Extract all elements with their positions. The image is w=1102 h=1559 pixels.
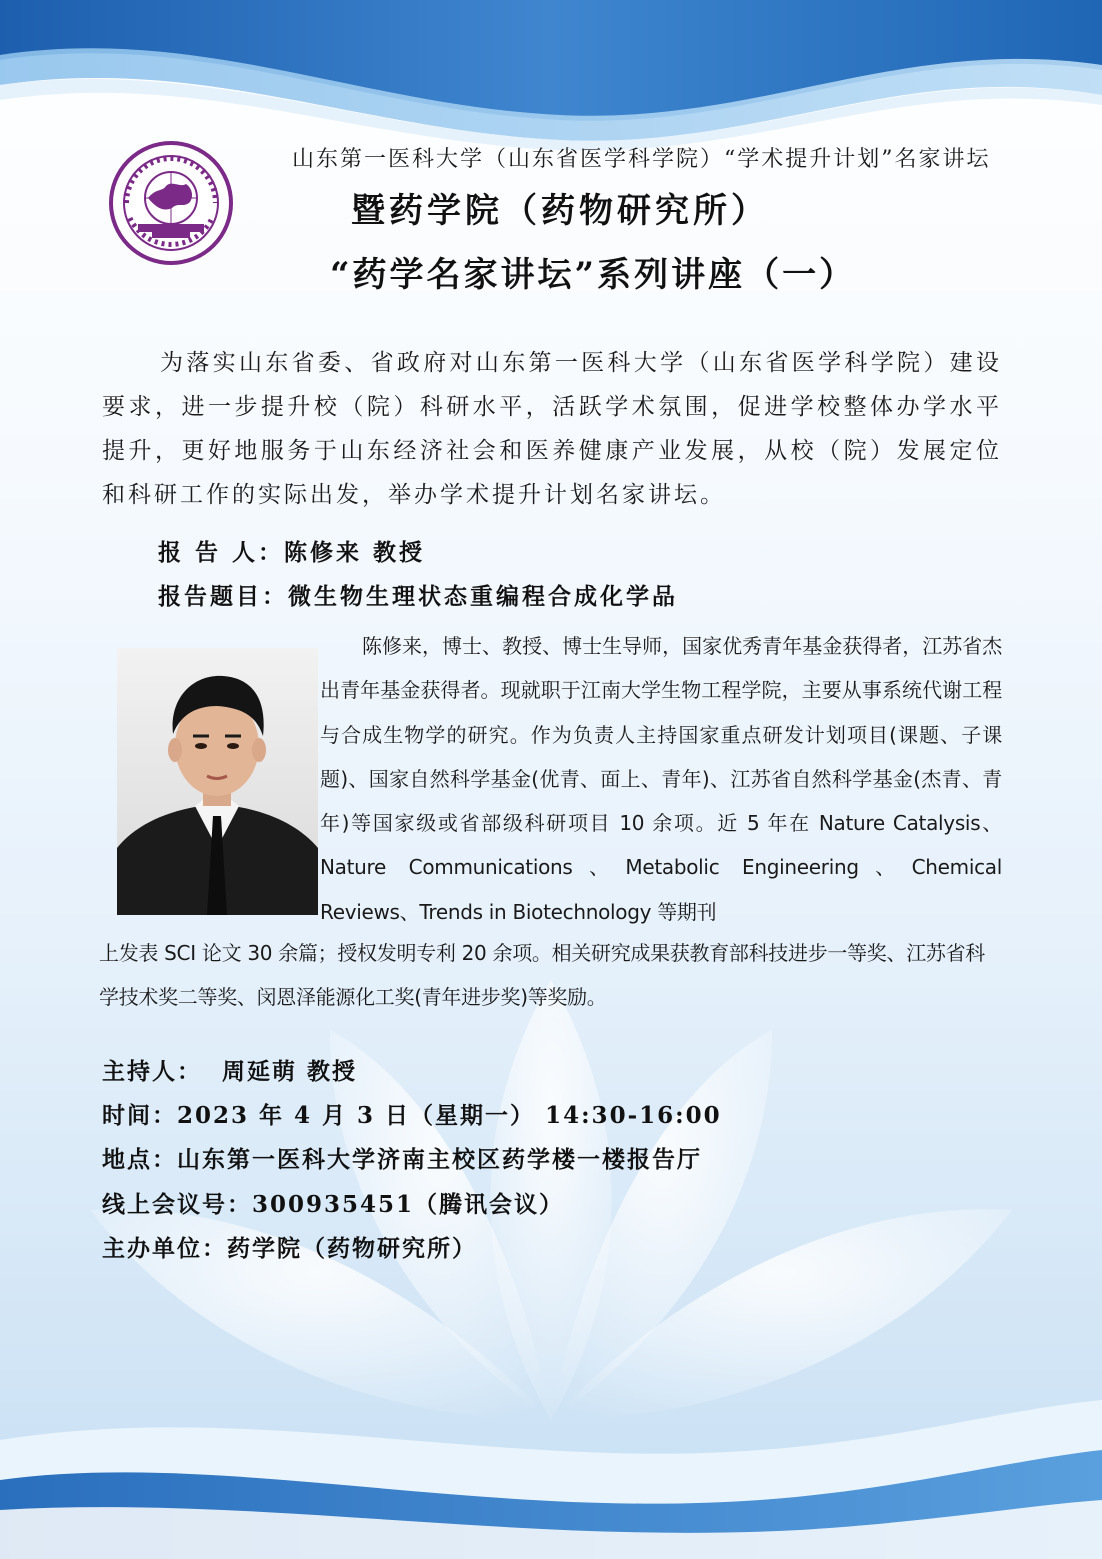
organizer-line — [102, 1230, 477, 1263]
place-label: 地点： — [102, 1146, 177, 1173]
speaker-value: 陈修来 教授 — [284, 539, 426, 566]
speaker-bio: 陈修来，博士、教授、博士生导师，国家优秀青年基金获得者，江苏省杰出青年基金获得者。现就职于江南大学生物工程学院，主要从事系统代谢工程与合成生物学的研究。作为负责人主持国家重点研发计划项目(课题、子课题)、国家自然科学基金(优青、面上、青年)、江苏省自然科学基金(杰青、青年)等国家级或省部级科研项目 10 余项。近 5 年在 Nature Catalysis、Nature Communications、Metabolic Engineering、Chemical Reviews、Trends in Biotechnology 等期刊 — [320, 634, 1002, 924]
header-line-3: “药学名家讲坛”系列讲座（一） — [330, 255, 857, 295]
organizer-value: 药学院（药物研究所） — [227, 1235, 477, 1262]
header-line-1: 山东第一医科大学（山东省医学科学院）“学术提升计划”名家讲坛 — [292, 147, 991, 172]
speaker-bio-continued: 上发表 SCI 论文 30 余篇；授权发明专利 20 余项。相关研究成果获教育部科技进步一等奖、江苏省科学技术奖二等奖、闵恩泽能源化工奖(青年进步奖)等奖励。 — [99, 941, 986, 1010]
speaker-photo — [117, 648, 318, 915]
intro-paragraph: 为落实山东省委、省政府对山东第一医科大学（山东省医学科学院）建设要求，进一步提升校（院）科研水平，活跃学术氛围，促进学校整体办学水平提升，更好地服务于山东经济社会和医养健康产业发展，从校（院）发展定位和科研工作的实际出发，举办学术提升计划名家讲坛。 — [102, 350, 1002, 508]
time-value: 2023 年 4 月 3 日（星期一） 14:30-16:00 — [177, 1102, 722, 1129]
topic-line — [158, 578, 678, 611]
meeting-value: 300935451（腾讯会议） — [252, 1191, 565, 1218]
header-line-2: 暨药学院（药物研究所） — [351, 191, 769, 231]
place-line — [102, 1141, 702, 1174]
organizer-label: 主办单位： — [102, 1235, 227, 1262]
meeting-line — [102, 1186, 564, 1219]
time-label: 时间： — [102, 1102, 177, 1129]
university-seal-icon — [108, 140, 234, 266]
place-value: 山东第一医科大学济南主校区药学楼一楼报告厅 — [177, 1146, 702, 1173]
meeting-label: 线上会议号： — [102, 1191, 252, 1218]
speaker-label: 报 告 人： — [158, 539, 285, 566]
topic-label: 报告题目： — [158, 583, 288, 610]
speaker-line — [158, 534, 425, 567]
host-value: 周延萌 教授 — [222, 1058, 358, 1085]
host-label: 主持人： — [102, 1058, 202, 1085]
topic-value: 微生物生理状态重编程合成化学品 — [288, 583, 678, 610]
time-line — [102, 1097, 722, 1130]
host-line — [102, 1053, 357, 1086]
